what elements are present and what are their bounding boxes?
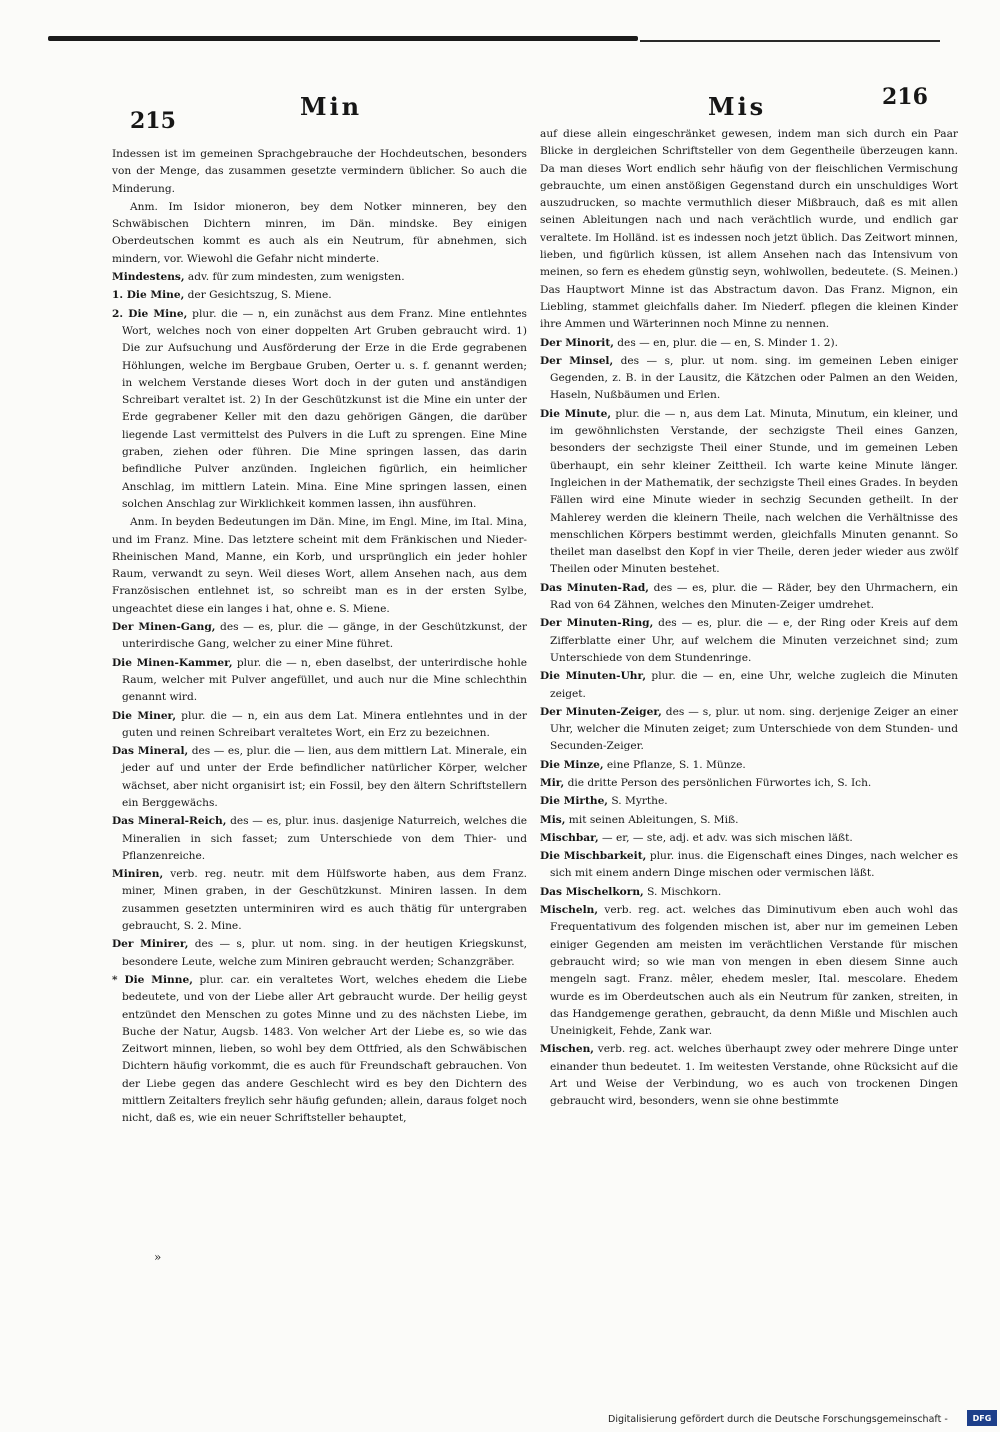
dictionary-entry [540,335,958,352]
scan-edge-rule [640,40,940,42]
entry-lemma: Der Minsel, [540,354,614,367]
dictionary-entry [112,306,527,514]
entry-text: Indessen ist im gemeinen Sprachgebrauche der Hochdeutschen, besonders von der Menge, das zusammen gesetzte vermindern üblicher. So auch die Minderung. [112,148,527,195]
entry-lemma: Die Minen-Kammer, [112,656,233,669]
entry-lemma: Die Minuten-Uhr, [540,670,647,683]
dictionary-entry [112,708,527,743]
entry-lemma: Die Miner, [112,709,177,722]
right-text-column [540,126,958,1112]
dictionary-entry [540,902,958,1040]
entry-text: plur. die — n, ein zunächst aus dem Franz. Mine entlehntes Wort, welches noch von einer doppelten Art Gruben gebraucht wird. 1) Die zur Aufsuchung und Ausförderung der Erze in die Erde gegrabenen Höhlungen, welche im Bergbaue Gruben, Oerter u. s. f. genannt werden; in welchem Verstande dieses Wort doch in der guten und anständigen Schreibart veraltet ist. 2) In der Geschützkunst ist die Mine ein unter der Erde gegrabener Keller mit den dazu gehörigen Gängen, die darüber liegende Last vermittelst des Pulvers in die Luft zu sprengen. Eine Mine graben, ziehen oder führen. Die Mine springen lassen, das darin befindliche Pulver anzünden. Ingleichen figürlich, ein heimlicher Anschlag, im mittlern Latein. Mina. Eine Mine springen lassen, einen solchen Anschlag zur Wirklichkeit kommen lassen, ihn ausführen. [122,307,527,510]
entry-text: plur. die — n, eben daselbst, der unterirdische hohle Raum, welcher mit Pulver angefüllet, und auch nur die Mine schlechthin genannt wird. [122,656,527,704]
entry-text: S. Mischkorn. [643,885,722,898]
dictionary-entry [112,743,527,812]
entry-text: plur. die — en, eine Uhr, welche zugleich die Minuten zeiget. [550,670,959,700]
entry-lemma: Das Mineral, [112,745,189,758]
left-text-column [112,146,527,1129]
right-running-headword: Mis [708,92,767,121]
dictionary-entry [540,406,958,579]
dfg-logo: DFG [967,1410,997,1426]
entry-text: plur. die — n, aus dem Lat. Minuta, Minutum, ein kleiner, und im gewöhnlichsten Verstande, der sechzigste Theil eines Ganzen, besonders der sechzigste Theil einer Stunde, und im gemeinen Leben überhaupt, ein sehr kleiner Zeittheil. Ich warte keine Minute länger. Ingleichen in der Mathematik, der sechzigste Theil eines Grades. In beyden Fällen wird eine Minute wieder in sechzig Secunden getheilt. In der Mahlerey werden die kleinern Theile, nach welchen die Verhältnisse des menschlichen Körpers bestimmt werden, gleichfalls Minuten genannt. So theilet man daselbst den Kopf in vier Theile, deren jeder wieder aus zwölf Theilen oder Minuten bestehet. [550,407,959,576]
entry-text: des — es, plur. die — gänge, in der Geschützkunst, der unterirdische Gang, welcher zu einer Mine führet. [122,621,527,651]
left-page-number: 215 [130,108,176,134]
entry-text: adv. für zum mindesten, zum wenigsten. [184,271,405,284]
entry-lemma: Der Minuten-Ring, [540,617,654,630]
dictionary-entry [540,884,958,901]
dictionary-entry [540,793,958,810]
continuation-paragraph [540,126,958,334]
entry-lemma: Das Mineral-Reich, [112,815,227,828]
entry-lemma: Mischen, [540,1043,594,1056]
dictionary-entry [112,655,527,707]
annotation-paragraph [112,514,527,618]
dictionary-entry [540,580,958,615]
dictionary-entry [540,353,958,405]
entry-lemma: Der Minorit, [540,336,614,349]
entry-text: des — s, plur. ut nom. sing. derjenige Zeiger an einer Uhr, welcher die Minuten zeiget; zum Unterschiede von dem Stunden- und Secunden-Zeiger. [550,705,958,753]
right-page-number: 216 [882,84,928,110]
entry-text: verb. reg. neutr. mit dem Hülfsworte haben, aus dem Franz. miner, Minen graben, in der Geschützkunst. Miniren lassen. In dem zusammen gesetzten unterminiren wird es auch thätig für untergraben gebraucht, S. 2. Mine. [122,868,527,933]
entry-lemma: Miniren, [112,868,164,881]
dictionary-entry [112,972,527,1128]
entry-lemma: Das Minuten-Rad, [540,581,649,594]
entry-text: — er, — ste, adj. et adv. was sich mischen läßt. [598,831,853,844]
dictionary-entry [540,704,958,756]
entry-text: mit seinen Ableitungen, S. Miß. [565,813,739,826]
entry-lemma: Die Mischbarkeit, [540,850,647,863]
entry-text: der Gesichtszug, S. Miene. [184,289,332,302]
entry-lemma: Der Minen-Gang, [112,621,216,634]
entry-text: plur. inus. die Eigenschaft eines Dinges, nach welcher es sich mit einem andern Dinge mischen oder vermischen läßt. [550,850,959,880]
entry-text: plur. die — n, ein aus dem Lat. Minera entlehntes und in der guten und reinen Schreibart veraltetes Wort, ein Erz zu bezeichnen. [122,709,527,739]
entry-text: eine Pflanze, S. 1. Münze. [603,758,746,771]
dictionary-entry [112,936,527,971]
entry-text: des — s, plur. ut nom. sing. im gemeinen Leben einiger Gegenden, z. B. in der Lausitz, die Kätzchen oder Palmen an den Weiden, Haseln, Nußbäumen und Erlen. [550,354,958,402]
entry-text: S. Myrthe. [608,795,668,808]
dictionary-entry [540,848,958,883]
entry-lemma: Die Minute, [540,407,612,420]
entry-text: des — es, plur. die — lien, aus dem mittlern Lat. Minerale, ein jeder auf und unter der Erde befindlicher natürlicher Körper, welcher wächset, aber nicht organisirt ist; ein Fossil, bey den ältern Schriftstellern ein Berggewächs. [122,745,528,809]
continuation-paragraph [112,146,527,198]
entry-text: plur. car. ein veraltetes Wort, welches ehedem die Liebe bedeutete, und von der Liebe aller Art gebraucht wurde. Der heilig geyst entzündet den Menschen zu gotes Minne und zu des nächsten Liebe, im Buche der Natur, Augsb. 1483. Von welcher Art der Liebe es, so wie das Zeitwort minnen, lieben, so wohl bey dem Ottfried, als den Schwäbischen Dichtern häufig vorkommt, die es auch für Freundschaft gebrauchen. Von der Liebe gegen das andere Geschlecht wird es bey den Dichtern des mittlern Zeitalters freylich sehr häufig gefunden; allein, daraus folget noch nicht, daß es, wie ein neuer Schriftsteller behauptet, [122,973,527,1125]
annotation-paragraph [112,199,527,268]
dictionary-entry [112,866,527,935]
dictionary-entry [540,812,958,829]
entry-text: verb. reg. act. welches überhaupt zwey oder mehrere Dinge unter einander thun bedeutet. 1. Im weitesten Verstande, ohne Rücksicht auf die Art und Weise der Verbindung, wo es auch von trockenen Dingen gebraucht wird, besonders, wenn sie ohne bestimmte [550,1043,958,1108]
entry-lemma: Der Minirer, [112,938,189,951]
entry-text: des — s, plur. ut nom. sing. in der heutigen Kriegskunst, besondere Leute, welche zum Miniren gebraucht werden; Schanzgräber. [122,938,527,968]
entry-lemma: 1. Die Mine, [112,289,185,302]
entry-lemma: Das Mischelkorn, [540,885,644,898]
entry-lemma: Mindestens, [112,271,185,284]
dictionary-entry [112,269,527,286]
dictionary-entry [540,830,958,847]
dictionary-entry [540,668,958,703]
entry-lemma: Die Minze, [540,758,604,771]
footer-credit: Digitalisierung gefördert durch die Deutsche Forschungsgemeinschaft - [608,1414,948,1425]
entry-text: die dritte Person des persönlichen Fürwortes ich, S. Ich. [564,776,872,789]
entry-text: des — en, plur. die — en, S. Minder 1. 2). [613,336,839,349]
entry-lemma: Der Minuten-Zeiger, [540,705,662,718]
entry-text: Anm. Im Isidor mioneron, bey dem Notker minneren, bey den Schwäbischen Dichtern minren, im Dän. mindske. Bey einigen Oberdeutschen kommt es auch als ein Neutrum, für abnehmen, sich mindern, vor. Wiewohl die Gefahr nicht minderte. [112,200,527,265]
entry-text: Anm. In beyden Bedeutungen im Dän. Mine, im Engl. Mine, im Ital. Mina, und im Franz. Mine. Das letztere scheint mit dem Fränkischen und Nieder-Rheinischen Mand, Manne, ein Korb, und ursprünglich ein jeder hohler Raum, verwandt zu seyn. Weil dieses Wort, allem Ansehen nach, aus dem Französischen entlehnet ist, so schreibt man es in der ersten Sylbe, ungeachtet diese ein langes i hat, ohne e. S. Miene. [112,516,527,615]
entry-lemma: Mir, [540,776,565,789]
entry-text: verb. reg. act. welches das Diminutivum eben auch wohl das Frequentativum des folgenden mischen ist, aber nur im gemeinen Leben einiger Gegenden am meisten im verächtlichen Verstande für mischen gebraucht wird; so wie man von mengen in eben diesem Sinne auch mengeln sagt. Franz. mêler, ehedem mesler, Ital. mescolare. Ehedem wurde es im Oberdeutschen auch als ein Neutrum für zanken, streiten, in das Handgemenge gerathen, gebraucht, da denn Mißle und Mischlen auch Uneinigkeit, Fehde, Zank war. [550,904,958,1038]
left-running-headword: Min [300,92,363,121]
scan-edge-bar [48,36,638,41]
entry-text: des — es, plur. inus. dasjenige Naturreich, welches die Mineralien in sich fasset; zum Unterschiede von dem Thier- und Pflanzenreiche. [122,815,527,862]
dictionary-entry [540,757,958,774]
entry-lemma: Mischeln, [540,904,599,917]
dictionary-entry [540,775,958,792]
entry-lemma: Mis, [540,813,566,826]
dictionary-entry [112,619,527,654]
entry-lemma: Die Mirthe, [540,795,608,808]
dictionary-entry [540,615,958,667]
dictionary-entry [112,813,527,865]
entry-lemma: Mischbar, [540,831,599,844]
entry-text: auf diese allein eingeschränket gewesen, indem man sich durch ein Paar Blicke in dergleichen Schriftsteller von dem Gegentheile überzeugen kann. Da man dieses Wort endlich sehr häufig von der fleischlichen Vermischung gebrauchte, um einen anstößigen Gegenstand durch ein unschuldiges Wort auszudrucken, so machte vermuthlich dieser Mißbrauch, daß es mit allen seinen Ableitungen nach und nach verächtlich wurde, und endlich gar veraltete. Im Holländ. ist es indessen noch jetzt üblich. Das Zeitwort minnen, lieben, und figürlich küssen, ist allem Ansehen nach das Intensivum von meinen, so fern es ehedem günstig seyn, wohlwollen, bedeutete. (S. Meinen.) Das Hauptwort Minne ist das Abstractum davon. Das Franz. Mignon, ein Liebling, stammet gleichfalls daher. Im Niederf. pflegen die kleinen Kinder ihre Ammen und Wärterinnen noch Minne zu nennen. [540,128,958,331]
dictionary-entry [540,1041,958,1110]
entry-text: des — es, plur. die — e, der Ring oder Kreis auf dem Zifferblatte einer Uhr, auf welchem die Minuten verzeichnet sind; zum Unterschiede von dem Stundenringe. [550,617,958,664]
stray-mark: » [154,1250,162,1264]
entry-text: des — es, plur. die — Räder, bey den Uhrmachern, ein Rad von 64 Zähnen, welches den Minuten-Zeiger umdrehet. [550,581,958,612]
entry-lemma: 2. Die Mine, [112,307,188,320]
dictionary-entry [112,287,527,304]
entry-lemma: * Die Minne, [112,973,193,986]
